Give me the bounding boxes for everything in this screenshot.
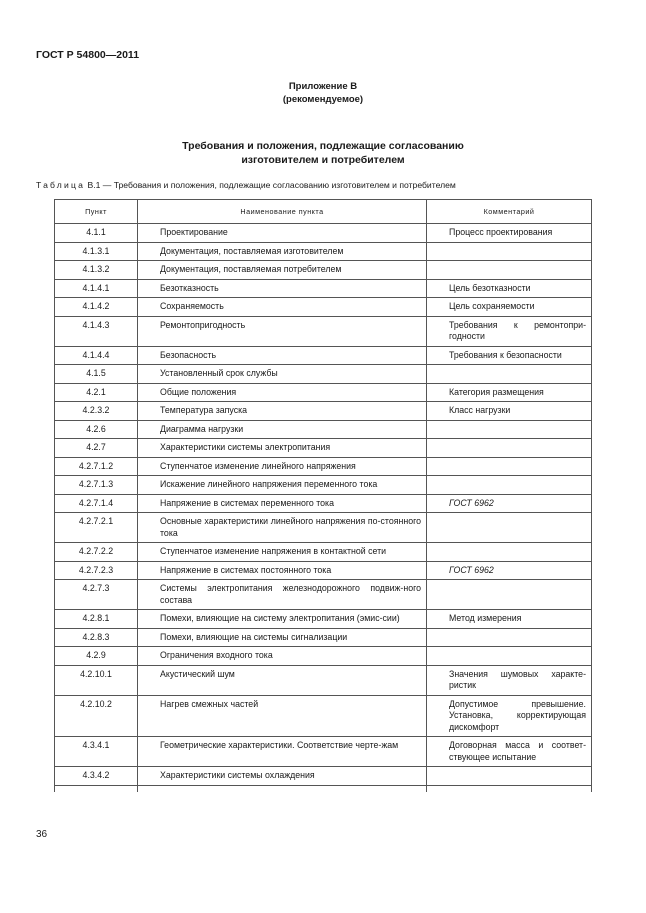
table-row	[55, 628, 592, 647]
clause-name-cell: Характеристики системы электропитания	[138, 439, 427, 458]
clause-name-cell: Системы электропитания железнодорожного подвиж-ного состава	[138, 580, 427, 610]
standard-reference: ГОСТ 6962	[449, 497, 494, 508]
clause-name-cell: Установленный срок службы	[138, 365, 427, 384]
clause-number-cell: 4.2.10.1	[55, 665, 138, 695]
clause-number-cell: 4.2.10.2	[55, 695, 138, 737]
table-row	[55, 494, 592, 513]
section-heading-line-2: изготовителем и потребителем	[241, 154, 405, 166]
section-heading-line-1: Требования и положения, подлежащие согласованию	[182, 140, 464, 152]
clause-name-cell: Напряжение в системах переменного тока	[138, 494, 427, 513]
clause-number-cell: 4.2.3.2	[55, 402, 138, 421]
clause-number-cell: 4.1.3.2	[55, 261, 138, 280]
comment-cell	[427, 561, 592, 580]
table-row	[55, 543, 592, 562]
table-row	[55, 242, 592, 261]
standard-reference: ГОСТ 6962	[449, 564, 494, 575]
table-row	[55, 224, 592, 243]
clause-name-cell: Безотказность	[138, 279, 427, 298]
comment-cell	[427, 242, 592, 261]
comment-cell	[427, 494, 592, 513]
comment-cell: Цель безотказности	[427, 279, 592, 298]
appendix-subtitle: (рекомендуемое)	[282, 94, 364, 105]
table-row	[55, 402, 592, 421]
clause-number-cell: 4.1.4.3	[55, 316, 138, 346]
clause-number-cell: 4.1.4.1	[55, 279, 138, 298]
table-row	[55, 346, 592, 365]
comment-cell: Категория размещения	[427, 383, 592, 402]
table-row	[55, 561, 592, 580]
comment-cell: Договорная масса и соответ-ствующее испытание	[427, 737, 592, 767]
column-header-name: Наименование пункта	[138, 200, 427, 224]
clause-name-cell: Безопасность	[138, 346, 427, 365]
comment-cell: Требования к безопасности	[427, 346, 592, 365]
table-row	[55, 476, 592, 495]
table-row	[55, 316, 592, 346]
clause-name-cell: Температура запуска	[138, 402, 427, 421]
comment-cell: Процесс проектирования	[427, 224, 592, 243]
table-row	[55, 298, 592, 317]
clause-number-cell: 4.1.5	[55, 365, 138, 384]
table-row	[55, 647, 592, 666]
clause-name-cell: Документация, поставляемая потребителем	[138, 261, 427, 280]
clause-name-cell: Помехи, влияющие на системы сигнализации	[138, 628, 427, 647]
table-row	[55, 665, 592, 695]
table-caption	[36, 180, 456, 190]
clause-name-cell: Основные характеристики линейного напряжения по-стоянного тока	[138, 513, 427, 543]
clause-number-cell: 4.2.7.1.4	[55, 494, 138, 513]
table-row	[55, 737, 592, 767]
comment-cell: Требования к ремонтопри-годности	[427, 316, 592, 346]
clause-name-cell: Сохраняемость	[138, 298, 427, 317]
spacer-cell	[55, 785, 138, 792]
clause-name-cell: Ступенчатое изменение линейного напряжения	[138, 457, 427, 476]
clause-name-cell: Диаграмма нагрузки	[138, 420, 427, 439]
clause-number-cell: 4.2.7.2.1	[55, 513, 138, 543]
clause-name-cell: Характеристики системы охлаждения	[138, 767, 427, 786]
table-row	[55, 383, 592, 402]
clause-number-cell: 4.2.8.3	[55, 628, 138, 647]
comment-cell	[427, 767, 592, 786]
table-row	[55, 695, 592, 737]
clause-number-cell: 4.2.7.2.2	[55, 543, 138, 562]
appendix-heading	[0, 80, 646, 106]
comment-cell: Значения шумовых характе-ристик	[427, 665, 592, 695]
clause-number-cell: 4.2.6	[55, 420, 138, 439]
comment-cell	[427, 476, 592, 495]
table-bottom-spacer	[55, 785, 592, 792]
clause-number-cell: 4.3.4.1	[55, 737, 138, 767]
comment-cell	[427, 647, 592, 666]
clause-number-cell: 4.1.4.2	[55, 298, 138, 317]
comment-cell: Метод измерения	[427, 610, 592, 629]
clause-name-cell: Ступенчатое изменение напряжения в контактной сети	[138, 543, 427, 562]
clause-number-cell: 4.2.7.1.2	[55, 457, 138, 476]
clause-number-cell: 4.1.4.4	[55, 346, 138, 365]
table-row	[55, 610, 592, 629]
table-header-row	[55, 200, 592, 224]
table-body	[55, 224, 592, 792]
appendix-title: Приложение В	[288, 81, 358, 92]
clause-name-cell: Ремонтопригодность	[138, 316, 427, 346]
clause-name-cell: Нагрев смежных частей	[138, 695, 427, 737]
spacer-cell	[138, 785, 427, 792]
clause-number-cell: 4.2.1	[55, 383, 138, 402]
clause-name-cell: Геометрические характеристики. Соответствие черте-жам	[138, 737, 427, 767]
clause-number-cell: 4.2.8.1	[55, 610, 138, 629]
clause-name-cell: Проектирование	[138, 224, 427, 243]
table-row	[55, 365, 592, 384]
table-row	[55, 439, 592, 458]
clause-number-cell: 4.1.1	[55, 224, 138, 243]
comment-cell	[427, 261, 592, 280]
table-row	[55, 767, 592, 786]
comment-cell: Класс нагрузки	[427, 402, 592, 421]
clause-name-cell: Ограничения входного тока	[138, 647, 427, 666]
table-row	[55, 513, 592, 543]
table-row	[55, 580, 592, 610]
clause-number-cell: 4.2.9	[55, 647, 138, 666]
requirements-table	[54, 199, 592, 792]
comment-cell	[427, 580, 592, 610]
spacer-cell	[427, 785, 592, 792]
clause-name-cell: Искажение линейного напряжения переменного тока	[138, 476, 427, 495]
clause-name-cell: Помехи, влияющие на систему электропитания (эмис-сии)	[138, 610, 427, 629]
clause-name-cell: Напряжение в системах постоянного тока	[138, 561, 427, 580]
clause-number-cell: 4.2.7.2.3	[55, 561, 138, 580]
comment-cell	[427, 457, 592, 476]
table-row	[55, 457, 592, 476]
page-number: 36	[36, 829, 48, 840]
clause-name-cell: Общие положения	[138, 383, 427, 402]
column-header-clause: Пункт	[55, 200, 138, 224]
table-caption-label: Таблица	[36, 180, 86, 190]
comment-cell: Цель сохраняемости	[427, 298, 592, 317]
section-heading	[0, 139, 646, 167]
clause-number-cell: 4.2.7	[55, 439, 138, 458]
comment-cell	[427, 420, 592, 439]
comment-cell: Допустимое превышение. Установка, корректирующая дискомфорт	[427, 695, 592, 737]
clause-name-cell: Акустический шум	[138, 665, 427, 695]
comment-cell	[427, 628, 592, 647]
clause-number-cell: 4.3.4.2	[55, 767, 138, 786]
clause-number-cell: 4.2.7.3	[55, 580, 138, 610]
clause-name-cell: Документация, поставляемая изготовителем	[138, 242, 427, 261]
table-row	[55, 279, 592, 298]
document-header: ГОСТ Р 54800—2011	[36, 49, 140, 61]
comment-cell	[427, 365, 592, 384]
column-header-comment: Комментарий	[427, 200, 592, 224]
table-row	[55, 420, 592, 439]
comment-cell	[427, 439, 592, 458]
comment-cell	[427, 513, 592, 543]
comment-cell	[427, 543, 592, 562]
clause-number-cell: 4.1.3.1	[55, 242, 138, 261]
table-row	[55, 261, 592, 280]
table-caption-text: В.1 — Требования и положения, подлежащие согласованию изготовителем и потребителем	[85, 180, 456, 190]
clause-number-cell: 4.2.7.1.3	[55, 476, 138, 495]
